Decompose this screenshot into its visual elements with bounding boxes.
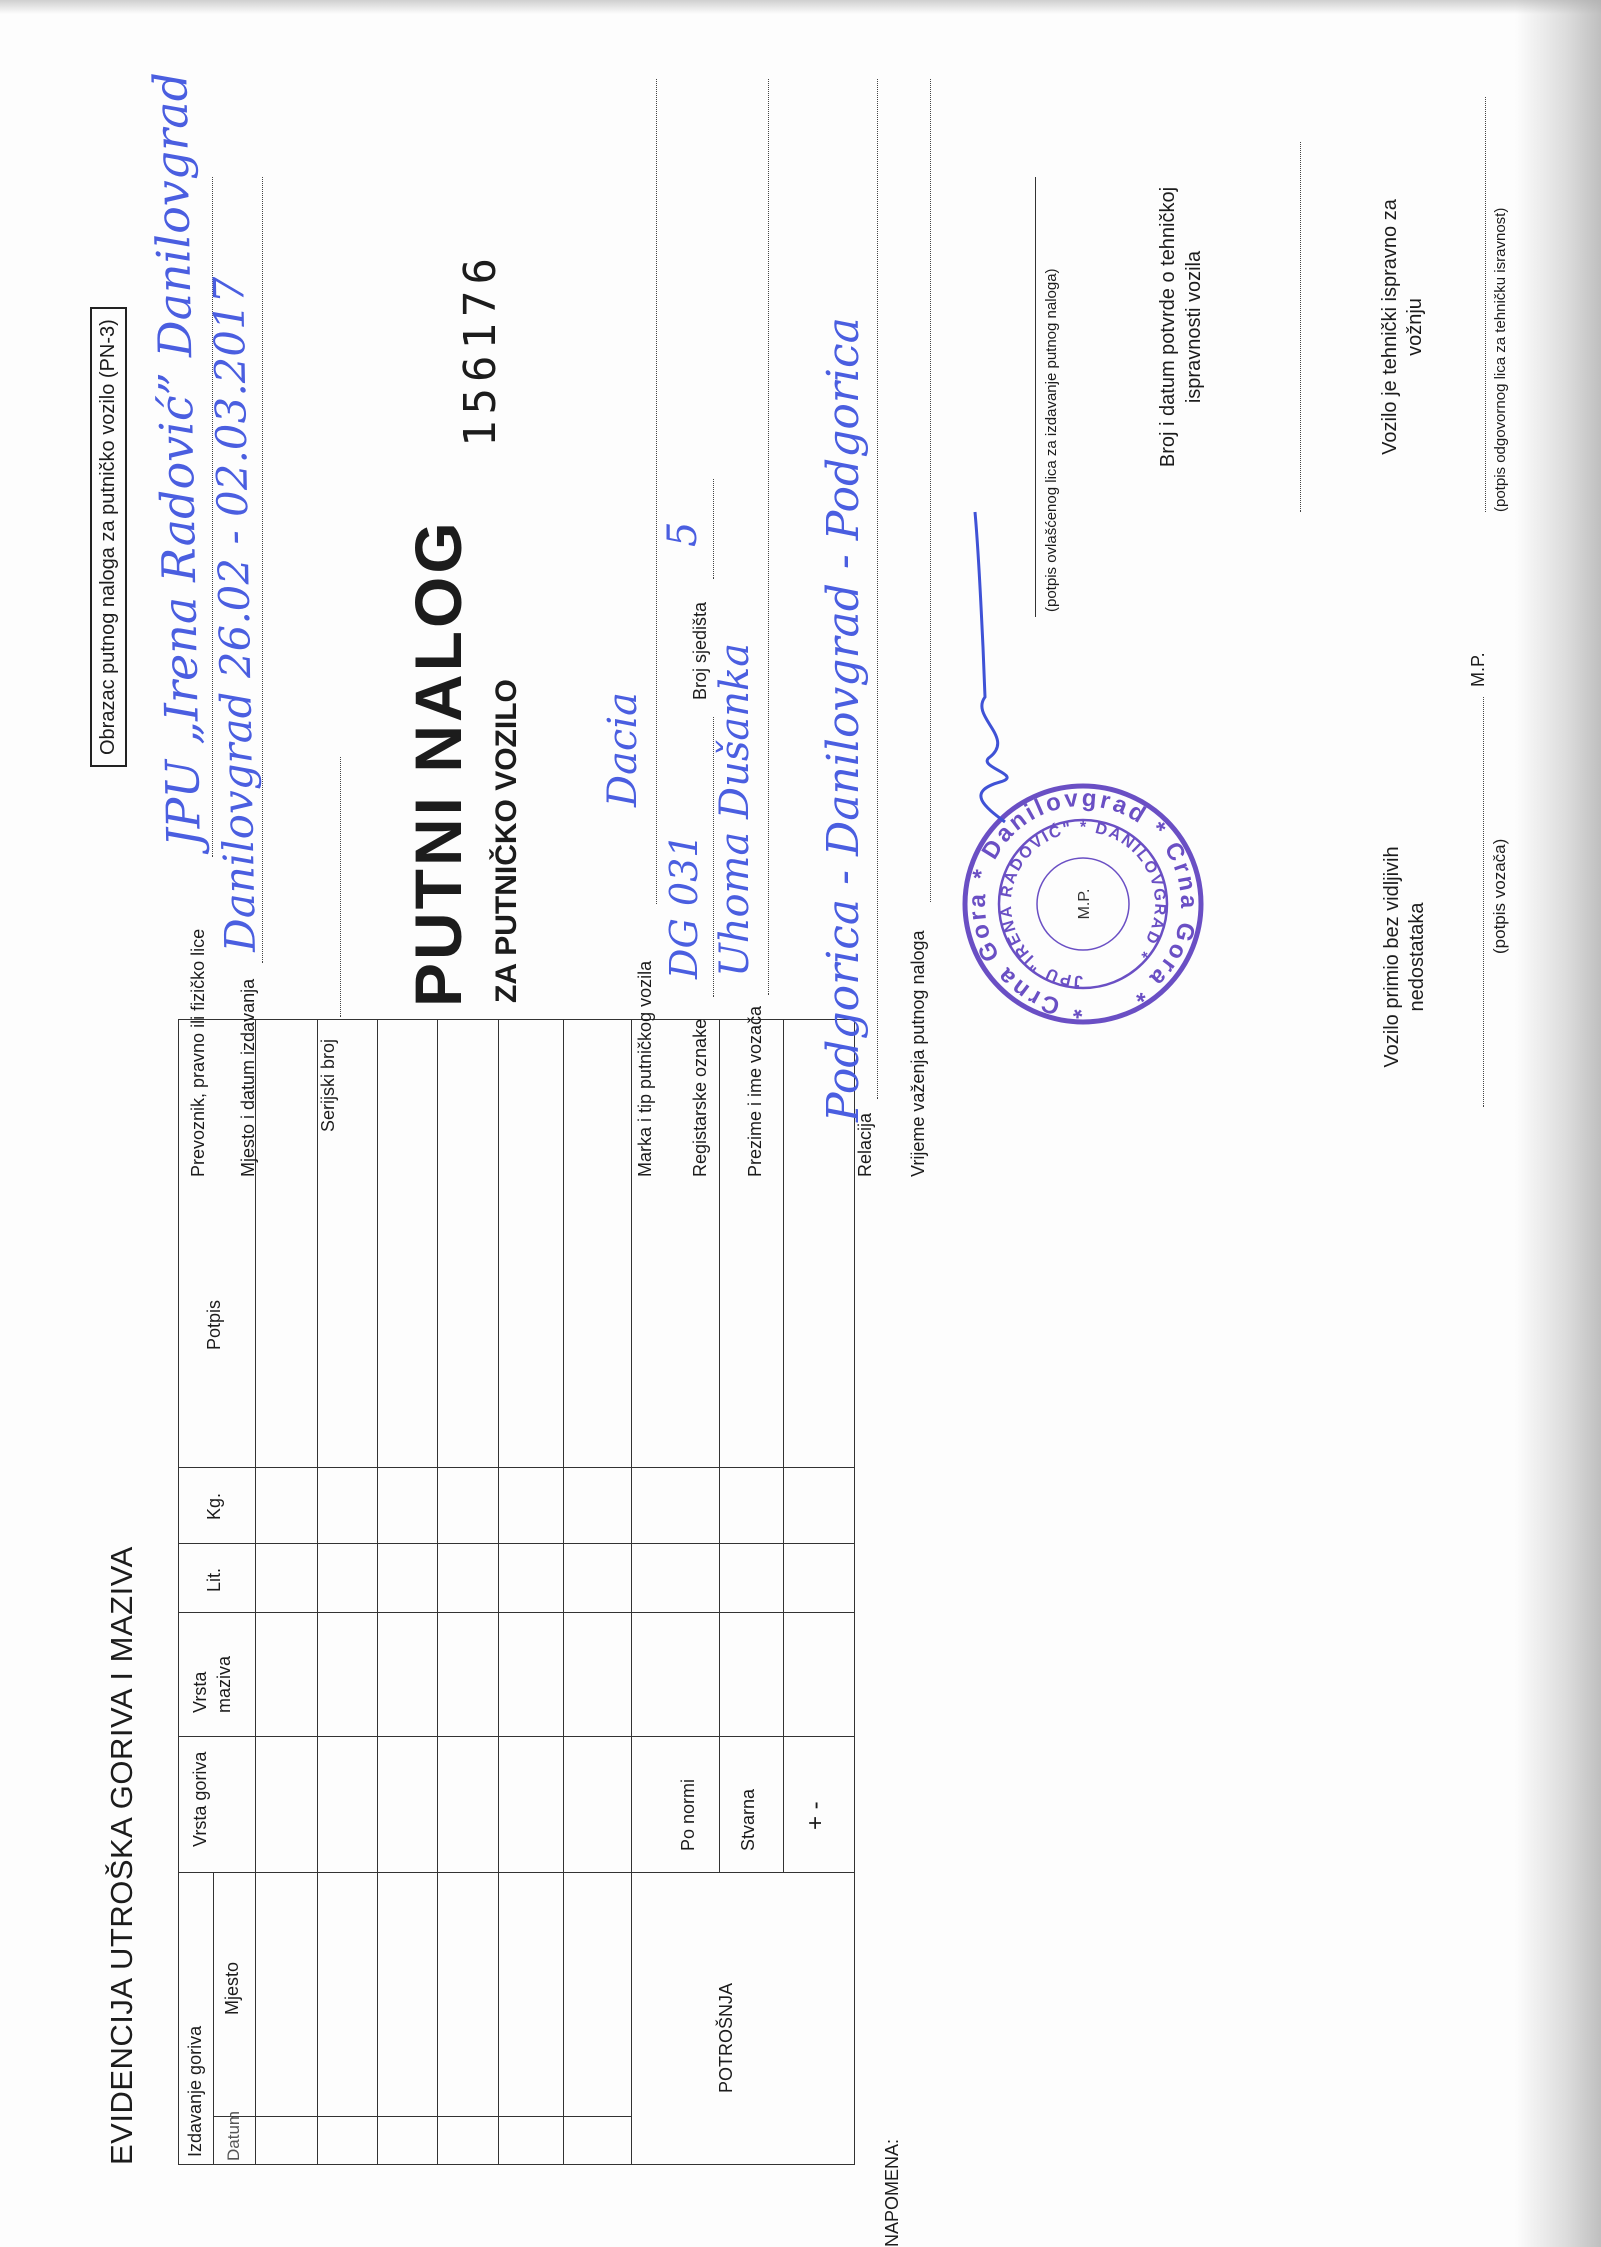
table-row-line [377,1020,378,2165]
serial-number: 156176 [455,252,506,447]
potrosnja-row-line [719,1020,720,1873]
mjesto-datum-label: Mjesto i datum izdavanja [238,978,258,1177]
prezime-handwriting: Uhoma Dušanka [712,642,758,977]
table-row-line [437,1020,438,2165]
col-lit-label: Lit. [204,1567,224,1592]
table-row-line [631,1020,632,2165]
fuel-section-title: EVIDENCIJA UTROŠKA GORIVA I MAZIVA [104,1546,139,2165]
stamp-mp-label: M.P. [1076,888,1093,920]
col-lit-divider [178,1543,854,1544]
authorized-signature-line [1035,177,1036,617]
serijski-broj-label: Serijski broj [318,1038,338,1132]
prevoznik-handwriting: JPU „Irena Radović” Danilovgrad [143,71,211,848]
potrosnja-row-line [783,1020,784,1873]
table-border-bottom [854,1020,855,2165]
col-vrsta-goriva-label: Vrsta goriva [190,1751,210,1847]
potpis-vozaca-line [1483,697,1484,1107]
group-header-label: Izdavanje goriva [185,2025,205,2157]
broj-datum-potvrde-label: Broj i datum potvrde o tehničkoj ispravnosti vozila [1157,186,1205,468]
mjesto-datum-handwriting: Danilovgrad 26.02 - 02.03.2017 [204,276,265,953]
col-kg-divider [178,1467,854,1468]
col-datum-label: Datum [224,2110,243,2161]
fuel-table [178,1020,854,2165]
col-mjesto-divider [178,1872,854,1873]
marka-label: Marka i tip putničkog vozila [635,960,655,1177]
table-header-bottom [255,1020,256,2165]
potpis-odgovornog-line [1485,97,1486,512]
table-row-line [317,1020,318,2165]
vrijeme-line [930,79,931,902]
col-potpis-label: Potpis [204,1299,224,1350]
document-title: PUTNI NALOG [401,519,475,1007]
stvarna-label: Stvarna [738,1788,758,1851]
col-mjesto-label: Mjesto [222,1961,242,2015]
serijski-broj-line [340,757,341,1017]
form-code-box: Obrazac putnog naloga za putničko vozilo (PN-3) [90,307,127,767]
po-normi-label: Po normi [678,1778,698,1851]
col-maziva-divider [178,1612,854,1613]
potvrde-line [1300,142,1301,512]
potpis-ovlascenog-label: (potpis ovlašćenog lica za izdavanje putnog naloga) [1043,268,1060,612]
marka-handwriting: Dacia [600,692,646,807]
vrijeme-label: Vrijeme važenja putnog naloga [908,930,928,1177]
col-datum-divider [213,2116,631,2117]
svg-text:JPU "IRENA RADOVIĆ" * DANILOVG: JPU "IRENA RADOVIĆ" * DANILOVGRAD * [997,818,1169,990]
potpis-odgovornog-label: (potpis odgovornog lica za tehničku isravnost) [1492,207,1509,512]
svg-text:* Crna Gora * Danilovgrad * Cr: * Crna Gora * Danilovgrad * Crna Gora * [963,784,1203,1024]
col-kg-label: Kg. [204,1492,224,1520]
relacija-label: Relacija [855,1112,875,1177]
table-border-left [178,2164,854,2165]
broj-sjedista-label: Broj sjedišta [690,601,710,700]
vozilo-primio-label: Vozilo primio bez vidljivih nedostataka [1381,846,1428,1068]
prevoznik-label: Prevoznik, pravno ili fizičko lice [188,928,208,1177]
broj-sjedista-line [713,479,714,579]
mp-label-2: M.P. [1468,652,1488,687]
broj-sjedista-handwriting: 5 [660,521,706,547]
prezime-line [768,79,769,995]
table-row-line [498,1020,499,2165]
registarske-handwriting: DG 031 [662,833,706,979]
potpis-vozaca-label: (potpis vozača) [1490,838,1509,954]
col-vrsta-maziva-label: Vrsta maziva [190,1655,234,1713]
napomena-label: NAPOMENA: [882,2138,902,2247]
document-subtitle: ZA PUTNIČKO VOZILO [490,679,523,1003]
group-header-split [213,1873,214,2165]
table-border-top [178,1020,179,2165]
registarske-label: Registarske oznake [690,1018,710,1177]
potrosnja-label: POTROŠNJA [716,1982,736,2093]
prezime-label: Prezime i ime vozača [745,1005,765,1177]
plus-minus-label: + - [802,1801,829,1830]
table-row-line [563,1020,564,2165]
marka-line [656,79,657,904]
relacija-line [877,79,878,1099]
relacija-handwriting: Podgorica - Danilovgrad - Podgorica [818,317,869,1122]
vozilo-ispravno-label: Vozilo je tehnički ispravno za vožnju [1379,199,1426,455]
authorized-signature [945,507,1035,827]
col-goriva-divider [178,1736,854,1737]
